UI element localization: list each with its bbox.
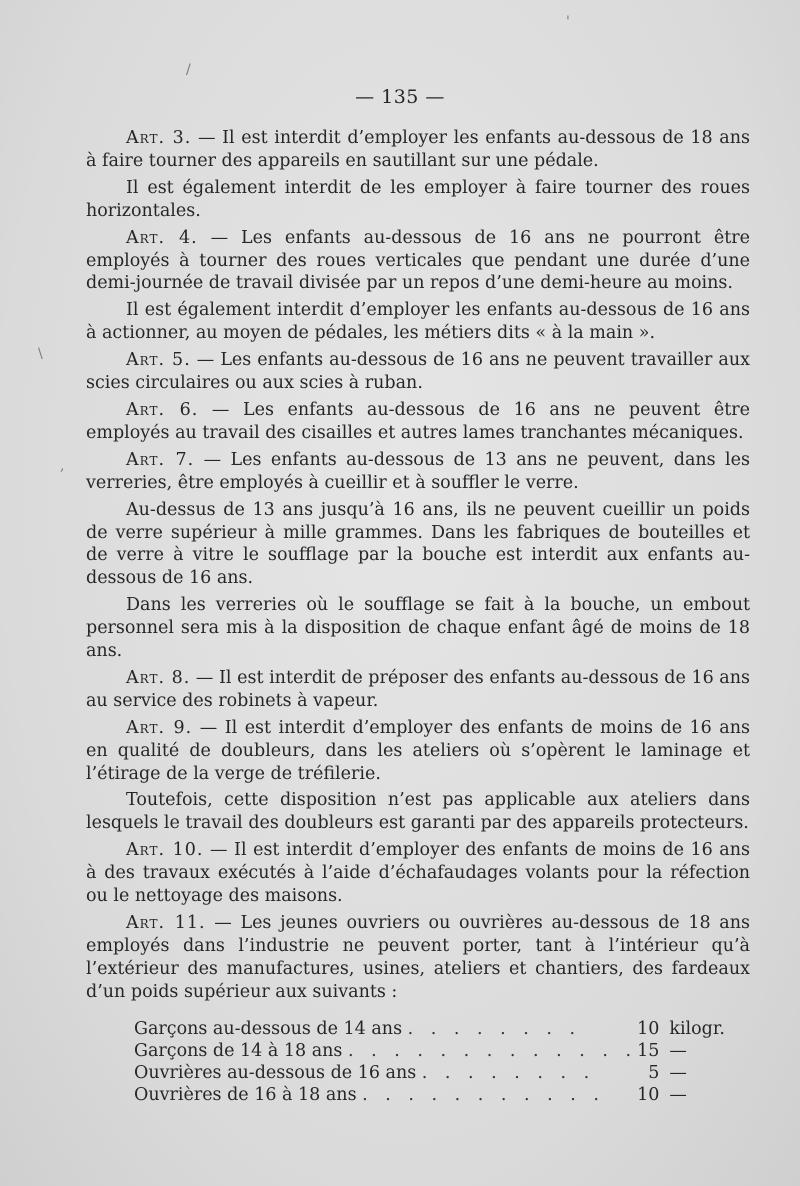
weight-category: [134, 1084, 637, 1106]
weight-category: [134, 1018, 637, 1040]
article-text: — Il est interdit d’employer des enfants de moins de 16 ans en qualité de doubleurs, dans les ateliers où s’opèrent le laminage et l’étirage de la verge de tréfilerie.: [86, 717, 750, 784]
weight-category: [134, 1062, 637, 1084]
article-paragraph: [86, 399, 750, 445]
article-paragraph: [86, 789, 750, 835]
weight-value: 5: [648, 1062, 660, 1083]
article-paragraph: [86, 177, 750, 223]
article-paragraph: [86, 299, 750, 345]
article-paragraph: [86, 449, 750, 495]
article-label: Art. 7.: [126, 449, 195, 470]
weights-table: [134, 1018, 725, 1106]
table-row: [134, 1018, 725, 1040]
article-text: — Il est interdit d’employer des enfants de moins de 16 ans à des travaux exécutés à l’aide d’échafaudages volants pour la réfection ou le nettoyage des maisons.: [86, 840, 750, 907]
article-label: Art. 11.: [126, 913, 206, 933]
article-text: Dans les verreries où le soufflage se fait à la bouche, un embout personnel sera mis à la disposition de chaque enfant âgé de moins de 18 ans.: [86, 595, 750, 662]
table-row: [134, 1040, 725, 1062]
article-label: Art. 3.: [126, 128, 192, 148]
article-text: — Les enfants au-dessous de 13 ans ne peuvent, dans les verreries, être employés à cueillir et à souffler le verre.: [86, 449, 750, 493]
article-text: — Les enfants au-dessous de 16 ans ne peuvent travailler aux scies circulaires ou aux scies à ruban.: [86, 350, 750, 394]
weight-unit: kilogr.: [669, 1018, 725, 1039]
article-paragraph: [86, 839, 750, 908]
category-label: Ouvrières au-dessous de 16 ans: [134, 1062, 417, 1083]
article-paragraph: [86, 349, 750, 395]
article-label: Art. 9.: [126, 717, 193, 738]
dot-leader: . . . . . . . .: [421, 1062, 596, 1083]
weight-unit: —: [669, 1084, 687, 1105]
article-paragraph: [86, 499, 750, 591]
article-label: Art. 4.: [126, 227, 198, 248]
article-text: — Les jeunes ouvriers ou ouvrières au-dessous de 18 ans employés dans l’industrie ne peuvent porter, tant à l’intérieur qu’à l’extérieur des manufactures, usines, ateliers et chantiers, des fardeaux d’un poids supérieur aux suivants :: [86, 913, 750, 1002]
page-number: — 135 —: [355, 86, 445, 108]
article-label: Art. 6.: [126, 399, 199, 420]
article-paragraph: [86, 594, 750, 663]
category-label: Garçons au-dessous de 14 ans: [134, 1018, 403, 1039]
weight-value: 10: [637, 1018, 660, 1039]
category-label: Ouvrières de 16 à 18 ans: [134, 1084, 357, 1105]
weight-unit: —: [669, 1040, 687, 1061]
dot-leader: . . . . . . . . . . .: [362, 1084, 605, 1105]
article-paragraph: [86, 717, 750, 786]
article-label: Art. 8.: [126, 667, 191, 688]
article-text: Il est également interdit d’employer les enfants au-dessous de 16 ans à actionner, au moyen de pédales, les métiers dits « à la main ».: [86, 300, 750, 344]
dot-leader: . . . . . . . .: [407, 1018, 582, 1039]
print-mark: \: [38, 346, 43, 362]
dot-leader: . . . . . . . . . . . . .: [347, 1040, 638, 1061]
weight-value: 10: [637, 1084, 660, 1105]
page-body: [86, 127, 750, 1106]
article-paragraph: [86, 227, 750, 296]
article-paragraph: [86, 667, 750, 713]
article-text: — Il est interdit de préposer des enfants au-dessous de 16 ans au service des robinets à vapeur.: [86, 667, 750, 711]
article-text: Il est également interdit de les employer à faire tourner des roues horizontales.: [86, 177, 750, 221]
category-label: Garçons de 14 à 18 ans: [134, 1040, 343, 1061]
article-paragraph: [86, 127, 750, 173]
article-label: Art. 10.: [126, 840, 204, 861]
article-text: Toutefois, cette disposition n’est pas applicable aux ateliers dans lesquels le travail des doubleurs est garanti par des appareils protecteurs.: [86, 790, 750, 834]
article-text: — Les enfants au-dessous de 16 ans ne pourront être employés à tourner des roues verticales que pendant une durée d’une demi-journée de travail divisée par un repos d’une demi-heure au moins.: [86, 227, 750, 294]
print-mark: ,: [60, 458, 65, 474]
table-row: [134, 1062, 725, 1084]
article-label: Art. 5.: [126, 350, 191, 371]
print-mark: ': [566, 14, 570, 30]
weight-category: [134, 1040, 637, 1062]
weight-value: 15: [637, 1040, 660, 1061]
article-paragraph: [86, 912, 750, 1004]
article-text: — Il est interdit d’employer les enfants au-dessous de 18 ans à faire tourner des appareils en sautillant sur une pédale.: [86, 128, 750, 171]
print-mark: /: [186, 62, 191, 78]
article-text: — Les enfants au-dessous de 16 ans ne peuvent être employés au travail des cisailles et autres lames tranchantes mécaniques.: [86, 399, 750, 443]
table-row: [134, 1084, 725, 1106]
weight-unit: —: [669, 1062, 687, 1083]
article-text: Au-dessus de 13 ans jusqu’à 16 ans, ils ne peuvent cueillir un poids de verre supérieur à mille grammes. Dans les fabriques de bouteilles et de verre à vitre le soufflage par la bouche est interdit aux enfants au-dessous de 16 ans.: [86, 499, 750, 589]
